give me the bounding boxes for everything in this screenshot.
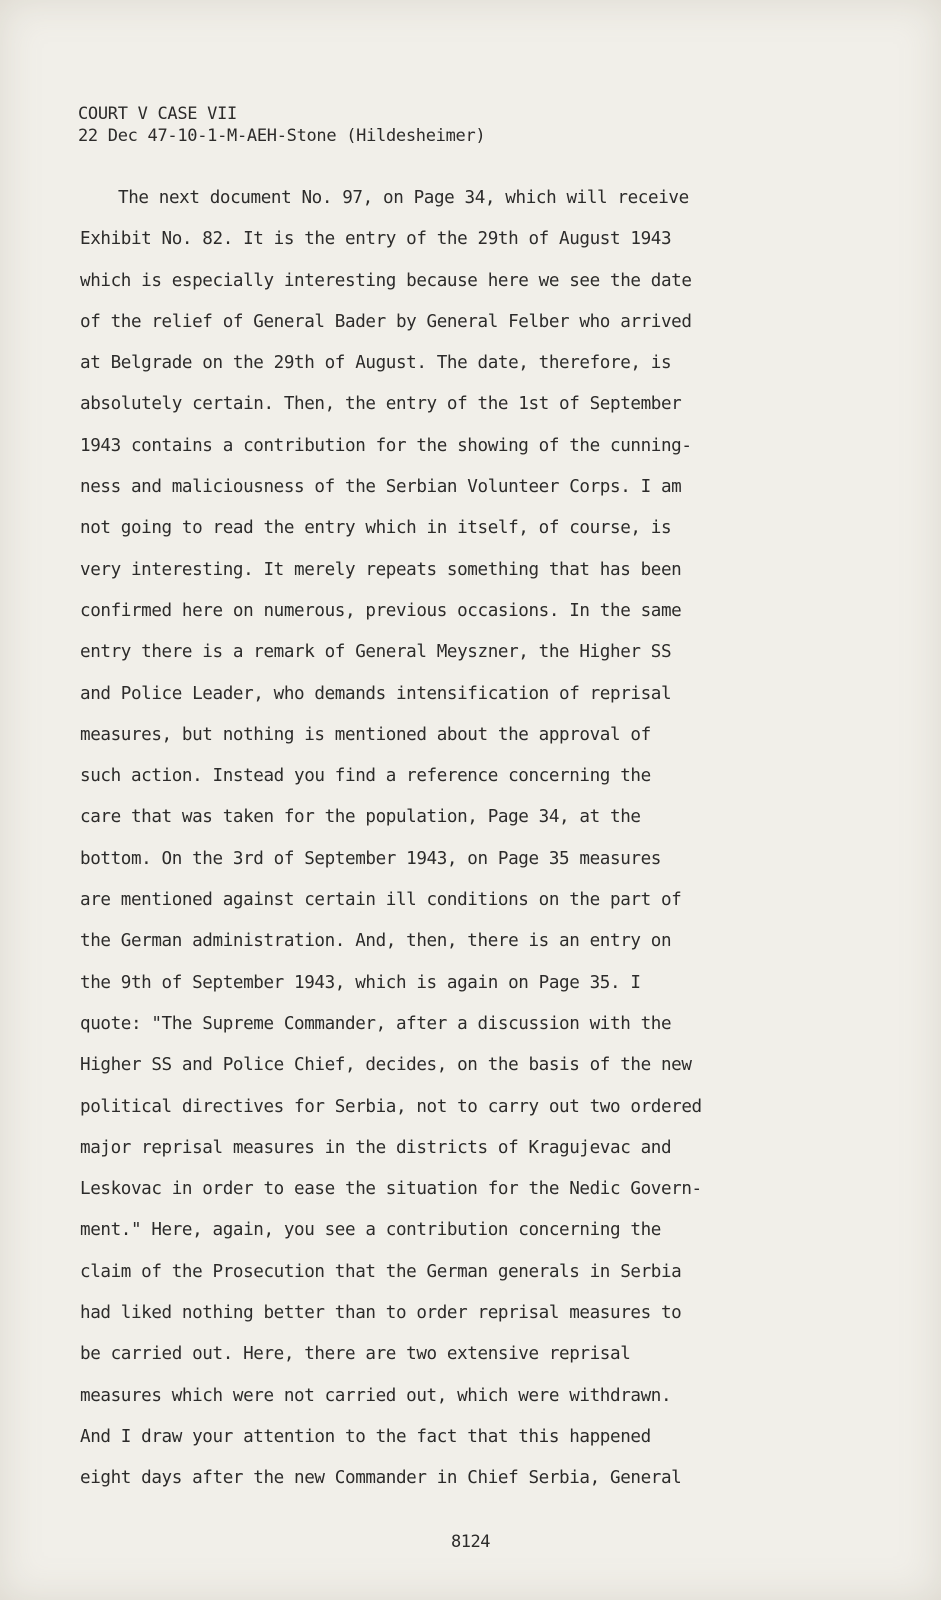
text-line: 1943 contains a contribution for the showing of the cunning-	[80, 435, 692, 456]
text-line: such action. Instead you find a reference concerning the	[80, 766, 651, 787]
text-line: are mentioned against certain ill conditions on the part of	[80, 890, 682, 911]
document-header	[78, 103, 485, 147]
text-line: care that was taken for the population, Page 34, at the	[80, 807, 641, 828]
text-line: ness and maliciousness of the Serbian Volunteer Corps. I am	[80, 477, 682, 498]
text-line: the German administration. And, then, there is an entry on	[80, 931, 672, 952]
text-line: Exhibit No. 82. It is the entry of the 29th of August 1943	[80, 229, 672, 250]
transcript-body	[80, 178, 870, 1500]
text-line: measures, but nothing is mentioned about the approval of	[80, 724, 651, 745]
text-line: very interesting. It merely repeats something that has been	[80, 559, 682, 580]
text-line: Higher SS and Police Chief, decides, on the basis of the new	[80, 1055, 692, 1076]
text-line: be carried out. Here, there are two extensive reprisal	[80, 1344, 631, 1365]
text-line: measures which were not carried out, which were withdrawn.	[80, 1385, 672, 1406]
text-line: political directives for Serbia, not to carry out two ordered	[80, 1096, 702, 1117]
text-line: the 9th of September 1943, which is again on Page 35. I	[80, 972, 641, 993]
text-line: Leskovac in order to ease the situation for the Nedic Govern-	[80, 1179, 702, 1200]
court-case-line: COURT V CASE VII	[78, 104, 237, 124]
text-line: which is especially interesting because here we see the date	[80, 270, 692, 291]
text-line: at Belgrade on the 29th of August. The date, therefore, is	[80, 353, 672, 374]
text-line: had liked nothing better than to order reprisal measures to	[80, 1303, 682, 1324]
text-line: entry there is a remark of General Meyszner, the Higher SS	[80, 642, 672, 663]
text-line: ment." Here, again, you see a contribution concerning the	[80, 1220, 661, 1241]
text-line: eight days after the new Commander in Chief Serbia, General	[80, 1468, 682, 1489]
session-reference-line: 22 Dec 47-10-1-M-AEH-Stone (Hildesheimer)	[78, 126, 486, 146]
page-number: 8124	[451, 1532, 490, 1552]
text-line: bottom. On the 3rd of September 1943, on Page 35 measures	[80, 848, 661, 869]
text-line: And I draw your attention to the fact that this happened	[80, 1426, 651, 1447]
text-line: claim of the Prosecution that the German generals in Serbia	[80, 1261, 682, 1282]
text-line: The next document No. 97, on Page 34, which will receive	[118, 188, 689, 208]
text-line: quote: "The Supreme Commander, after a discussion with the	[80, 1013, 672, 1034]
text-line: confirmed here on numerous, previous occasions. In the same	[80, 600, 682, 621]
text-line: absolutely certain. Then, the entry of the 1st of September	[80, 394, 682, 415]
text-line: of the relief of General Bader by General Felber who arrived	[80, 311, 692, 332]
text-line: not going to read the entry which in itself, of course, is	[80, 518, 672, 539]
text-line: major reprisal measures in the districts of Kragujevac and	[80, 1137, 672, 1158]
text-line: and Police Leader, who demands intensification of reprisal	[80, 683, 672, 704]
